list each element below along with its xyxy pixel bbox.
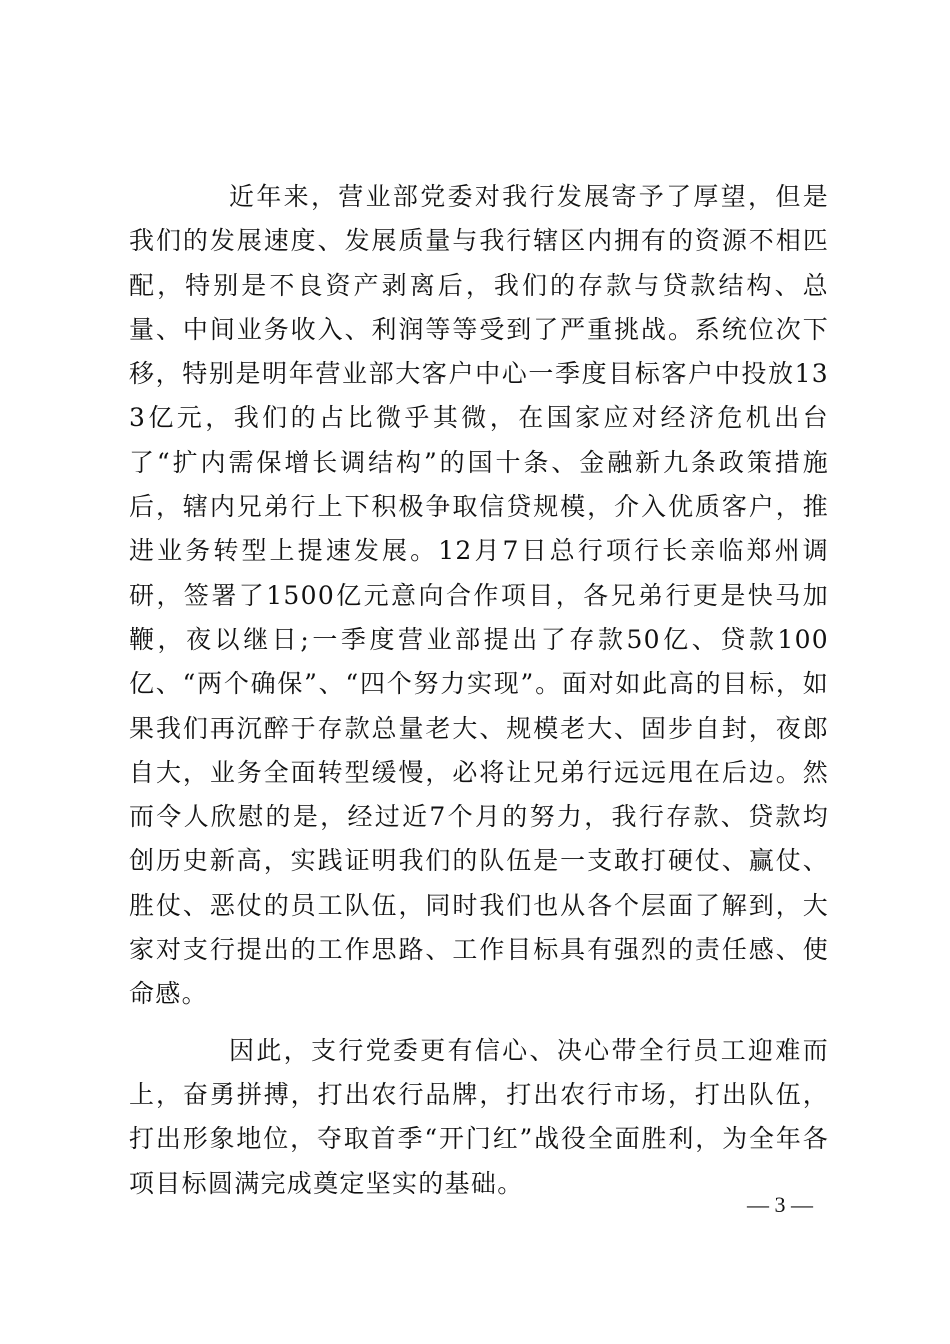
body-text [129,175,829,1206]
page-number: — 3 — [747,1192,813,1217]
paragraph-2: 因此，支行党委更有信心、决心带全行员工迎难而上，奋勇拼搏，打出农行品牌，打出农行市场，打出队伍，打出形象地位，夺取首季“开门红”战役全面胜利，为全年各项目标圆满完成奠定坚实的基础。 [129,1035,829,1198]
paragraph-1: 近年来，营业部党委对我行发展寄予了厚望，但是我们的发展速度、发展质量与我行辖区内拥有的资源不相匹配，特别是不良资产剥离后，我们的存款与贷款结构、总量、中间业务收入、利润等等受到了严重挑战。系统位次下移，特别是明年营业部大客户中心一季度目标客户中投放133亿元，我们的占比微乎其微，在国家应对经济危机出台了“扩内需保增长调结构”的国十条、金融新九条政策措施后，辖内兄弟行上下积极争取信贷规模，介入优质客户，推进业务转型上提速发展。12月7日总行项行长亲临郑州调研，签署了1500亿元意向合作项目，各兄弟行更是快马加鞭，夜以继日;一季度营业部提出了存款50亿、贷款100亿、“两个确保”、“四个努力实现”。面对如此高的目标，如果我们再沉醉于存款总量老大、规模老大、固步自封，夜郎自大，业务全面转型缓慢，必将让兄弟行远远甩在后边。然而令人欣慰的是，经过近7个月的努力，我行存款、贷款均创历史新高，实践证明我们的队伍是一支敢打硬仗、赢仗、胜仗、恶仗的员工队伍，同时我们也从各个层面了解到，大家对支行提出的工作思路、工作目标具有强烈的责任感、使命感。 [129,182,829,1009]
